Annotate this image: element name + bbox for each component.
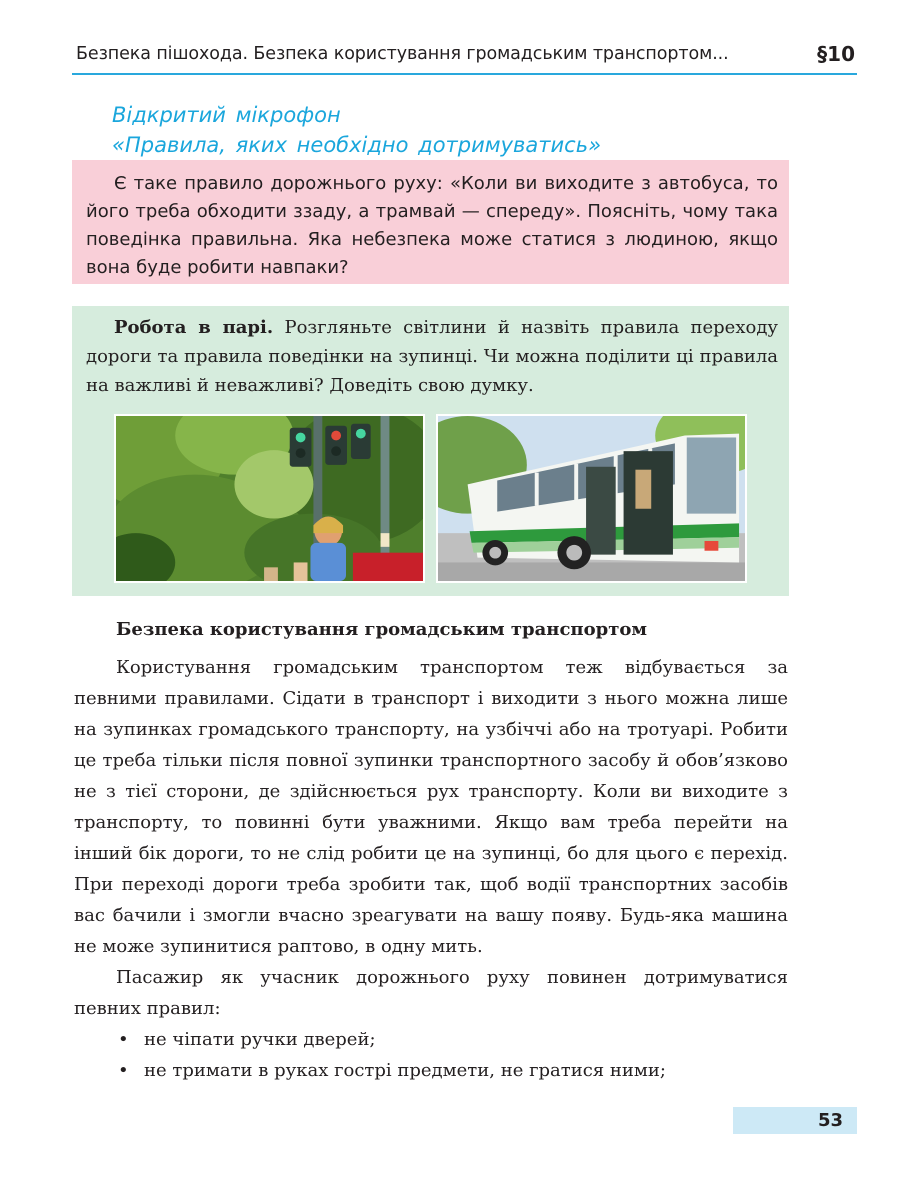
section-number: §10: [817, 42, 855, 66]
open-mic-title: [112, 100, 601, 160]
list-item-text: не тримати в руках гострі предмети, не гратися ними;: [144, 1060, 666, 1081]
list-item: [74, 1024, 788, 1055]
pair-work-text: Розгляньте світлини й назвіть правила переходу дороги та правила поведінки на зупинці. Чи можна поділити ці правила на важливі й неважливі? Доведіть свою думку.: [86, 317, 778, 396]
open-mic-title-line2: «Правила, яких необхідно дотримуватись»: [112, 133, 602, 157]
bullet-icon: •: [118, 1029, 129, 1050]
rules-list: [74, 1024, 788, 1086]
photo-bus-at-stop: [436, 414, 747, 583]
section-body: [74, 652, 788, 1086]
page-number: 53: [817, 1110, 843, 1131]
running-title: Безпека пішохода. Безпека користування громадським транспортом...: [76, 44, 729, 64]
pair-work-text-block: [86, 313, 778, 400]
open-mic-text-block: [86, 170, 778, 282]
photo-traffic-light-crossing: [114, 414, 425, 583]
header-divider: [72, 73, 857, 75]
body-paragraph-1: Користування громадським транспортом теж відбувається за певними правилами. Сідати в транспорт і виходити з нього можна лише на зупинках громадського транспорту, на узбіччі або на тротуарі. Робити це треба тільки після повної зупинки транспортного засобу й обов’язково не з тієї сторони, де здійснюється рух транспорту. Коли ви виходите з транспорту, то повинні бути уважними. Якщо вам треба перейти на інший бік дороги, то не слід робити це на зупинці, бо для цього є перехід. При переході дороги треба зробити так, щоб водії транспортних засобів вас бачили і змогли вчасно зреагувати на вашу появу. Будь-яка машина не може зупинитися раптово, в одну мить.: [74, 657, 788, 957]
body-paragraph-2: Пасажир як учасник дорожнього руху повинен дотримуватися певних правил:: [74, 967, 788, 1019]
bullet-icon: •: [118, 1060, 129, 1081]
list-item-text: не чіпати ручки дверей;: [144, 1029, 376, 1050]
section-heading: Безпека користування громадським транспортом: [116, 619, 647, 640]
pair-work-label: Робота в парі.: [114, 317, 274, 338]
list-item: [74, 1055, 788, 1086]
open-mic-title-line1: Відкритий мікрофон: [112, 103, 341, 127]
open-mic-text: Є таке правило дорожнього руху: «Коли ви виходите з автобуса, то його треба обходити ззаду, а трамвай — спереду». Поясніть, чому така поведінка правильна. Яка небезпека може статися з людиною, якщо вона буде робити навпаки?: [86, 173, 778, 278]
